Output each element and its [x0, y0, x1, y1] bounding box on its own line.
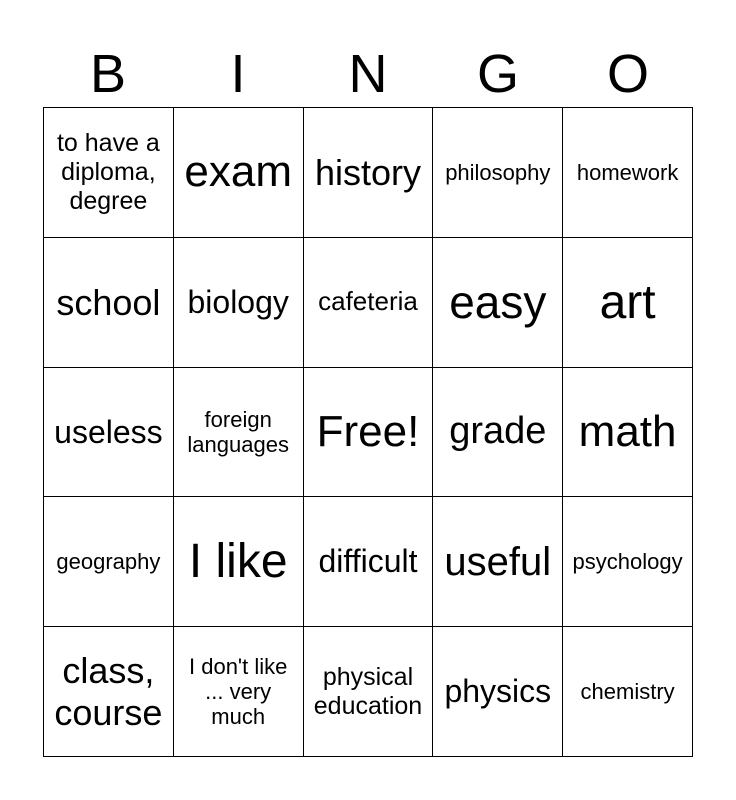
bingo-cell[interactable] [44, 368, 174, 498]
header-letter-o: O [606, 44, 649, 104]
bingo-cell[interactable] [44, 497, 174, 627]
bingo-cell[interactable] [433, 368, 563, 498]
cell-text: class, course [54, 650, 163, 733]
header-letter-b: B [89, 44, 127, 104]
cell-text: I don't like ... very much [189, 653, 288, 730]
header-letter-i: I [230, 44, 246, 104]
bingo-cell[interactable] [44, 238, 174, 368]
cell-text: chemistry [580, 678, 675, 704]
bingo-cell[interactable] [563, 368, 693, 498]
header-letter-g: G [476, 44, 519, 104]
cell-text: math [578, 406, 677, 456]
bingo-cell[interactable] [174, 627, 304, 757]
bingo-header [43, 40, 693, 108]
cell-text: psychology [572, 549, 683, 575]
bingo-cell[interactable] [174, 108, 304, 238]
cell-text: physical education [313, 662, 423, 720]
bingo-board [43, 107, 693, 757]
cell-text: useless [54, 413, 163, 450]
bingo-cell[interactable] [433, 108, 563, 238]
bingo-cell[interactable] [174, 497, 304, 627]
cell-text: foreign languages [187, 406, 289, 457]
cell-text: biology [187, 283, 289, 320]
bingo-cell[interactable] [563, 108, 693, 238]
cell-text: cafeteria [318, 286, 418, 317]
cell-text: homework [576, 159, 679, 185]
bingo-cell[interactable] [304, 238, 434, 368]
bingo-cell[interactable] [44, 108, 174, 238]
cell-text: easy [449, 275, 547, 328]
cell-text: to have a diploma, degree [56, 129, 160, 215]
bingo-cell[interactable] [304, 108, 434, 238]
cell-text: I like [188, 535, 288, 589]
bingo-cell[interactable] [433, 627, 563, 757]
cell-text: grade [449, 410, 547, 453]
bingo-cell[interactable] [44, 627, 174, 757]
free-space-text: Free! [316, 406, 420, 456]
bingo-cell[interactable] [563, 238, 693, 368]
bingo-cell[interactable] [304, 497, 434, 627]
bingo-cell[interactable] [304, 627, 434, 757]
bingo-cell[interactable] [433, 238, 563, 368]
bingo-cell[interactable] [174, 238, 304, 368]
cell-text: useful [444, 539, 552, 584]
bingo-cell[interactable] [563, 627, 693, 757]
bingo-cell[interactable] [563, 497, 693, 627]
cell-text: school [56, 281, 161, 323]
cell-text: history [314, 151, 421, 193]
bingo-cell[interactable] [174, 368, 304, 498]
cell-text: art [599, 275, 656, 329]
cell-text: philosophy [445, 159, 551, 185]
cell-text: difficult [318, 543, 418, 580]
cell-text: physics [444, 673, 552, 710]
bingo-cell[interactable] [433, 497, 563, 627]
header-letter-n: N [348, 44, 388, 104]
cell-text: exam [184, 147, 292, 197]
cell-text: geography [56, 549, 161, 575]
free-space[interactable] [304, 368, 434, 498]
